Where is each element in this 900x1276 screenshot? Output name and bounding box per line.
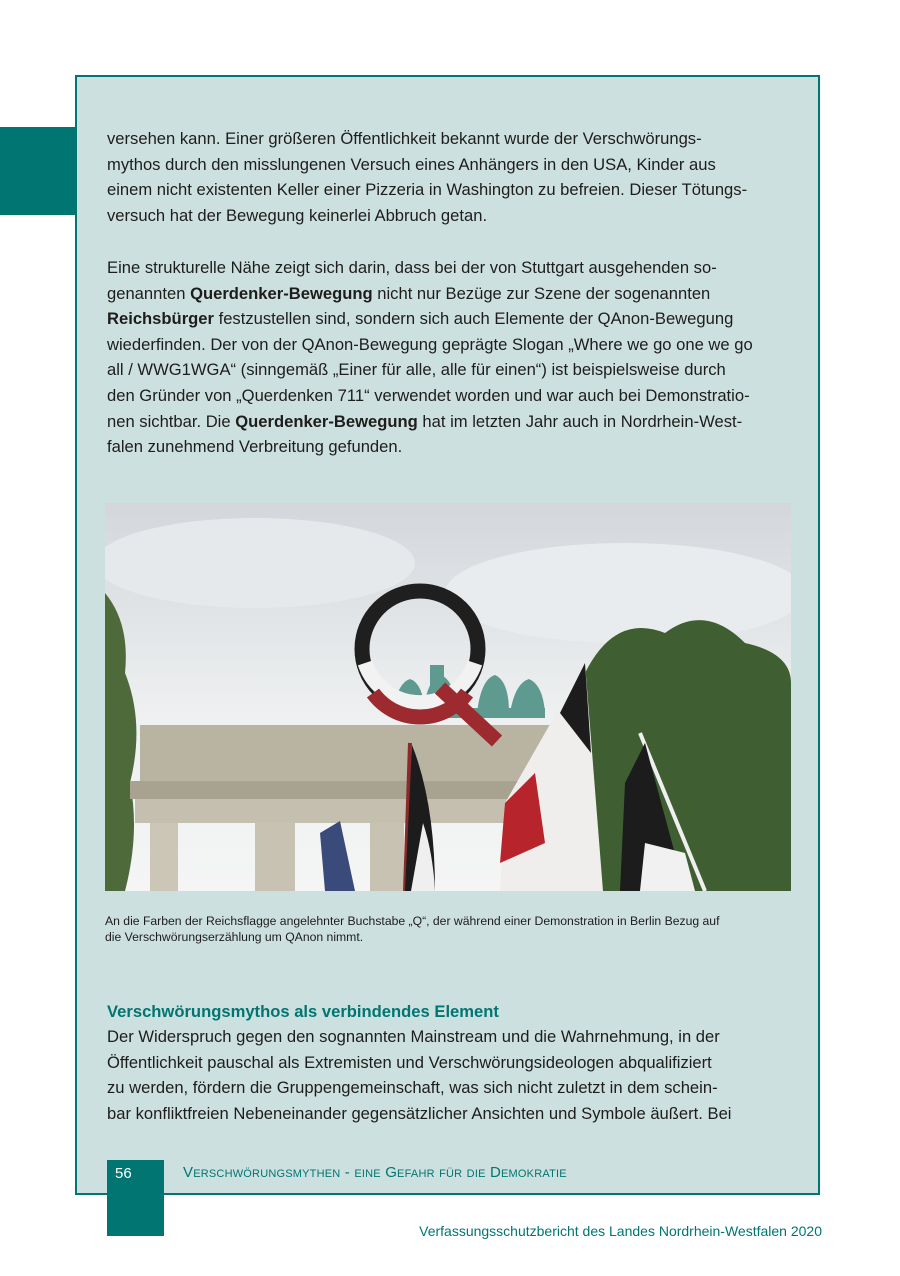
p2-line-8: falen zunehmend Verbreitung gefunden. [107, 437, 403, 457]
p3-line-3: zu werden, fördern die Gruppengemeinschaft, was sich nicht zuletzt in dem schein- [107, 1078, 718, 1098]
figure-caption [105, 913, 795, 945]
p2-line-4: wiederfinden. Der von der QAnon-Bewegung geprägte Slogan „Where we go one we go [107, 334, 753, 354]
term-querdenker-2: Querdenker-Bewegung [235, 411, 418, 431]
section-heading: Verschwörungsmythos als verbindendes Element [107, 1002, 499, 1021]
p3-line-1: Der Widerspruch gegen den sognannten Mainstream und die Wahrnehmung, in der [107, 1027, 720, 1046]
paragraph-2 [107, 255, 797, 460]
p1-line-3: einem nicht existenten Keller einer Pizzeria in Washington zu befreien. Dieser Tötungs- [107, 180, 748, 200]
p2-line-3b: festzustellen sind, sondern sich auch Elemente der QAnon-Bewegung [213, 309, 734, 329]
term-querdenker-1: Querdenker-Bewegung [190, 283, 373, 303]
running-head: Verschwörungsmythen - eine Gefahr für die Demokratie [183, 1164, 567, 1181]
demonstration-photo [105, 503, 791, 891]
publication-title: Verfassungsschutzbericht des Landes Nordrhein-Westfalen 2020 [419, 1223, 822, 1239]
p2-line-6: den Gründer von „Querdenken 711“ verwendet worden und war auch bei Demonstratio- [107, 385, 750, 405]
cloud [445, 543, 791, 643]
gate-beam [135, 799, 565, 823]
tree-right [580, 620, 791, 891]
p3-line-2: Öffentlichkeit pauschal als Extremisten und Verschwörungsideologen abqualifiziert [107, 1052, 712, 1072]
gate-cornice [130, 781, 570, 799]
p1-line-4: versuch hat der Bewegung keinerlei Abbruch getan. [107, 205, 488, 225]
side-tab-marker [0, 127, 77, 215]
p1-line-1: versehen kann. Einer größeren Öffentlichkeit bekannt wurde der Verschwörungs- [107, 129, 702, 148]
p2-line-5: all / WWG1WGA“ (sinngemäß „Einer für alle, alle für einen“) ist beispielsweise durch [107, 360, 726, 380]
p2-line-7a: nen sichtbar. Die [107, 411, 236, 431]
page-number: 56 [115, 1165, 132, 1182]
p1-line-2: mythos durch den misslungenen Versuch eines Anhängers in den USA, Kinder aus [107, 154, 716, 174]
cloud [105, 518, 415, 608]
gate-column [370, 823, 404, 891]
p3-line-4: bar konfliktfreien Nebeneinander gegensätzlicher Ansichten und Symbole äußert. Bei [107, 1103, 732, 1123]
paragraph-1 [107, 126, 797, 228]
caption-line-2: die Verschwörungserzählung um QAnon nimmt. [105, 930, 364, 944]
p2-line-1: Eine strukturelle Nähe zeigt sich darin, dass bei der von Stuttgart ausgehenden so- [107, 258, 717, 277]
paragraph-3 [107, 1024, 797, 1126]
p2-line-2a: genannten [107, 283, 191, 303]
p2-line-7c: hat im letzten Jahr auch in Nordrhein-West- [417, 411, 743, 431]
gate-column [150, 823, 178, 891]
p2-line-2c: nicht nur Bezüge zur Szene der sogenannten [372, 283, 711, 303]
gate-column [255, 823, 295, 891]
term-reichsbuerger: Reichsbürger [107, 309, 214, 329]
caption-line-1: An die Farben der Reichsflagge angelehnter Buchstabe „Q“, der während einer Demonstration in Berlin Bezug auf [105, 914, 720, 928]
